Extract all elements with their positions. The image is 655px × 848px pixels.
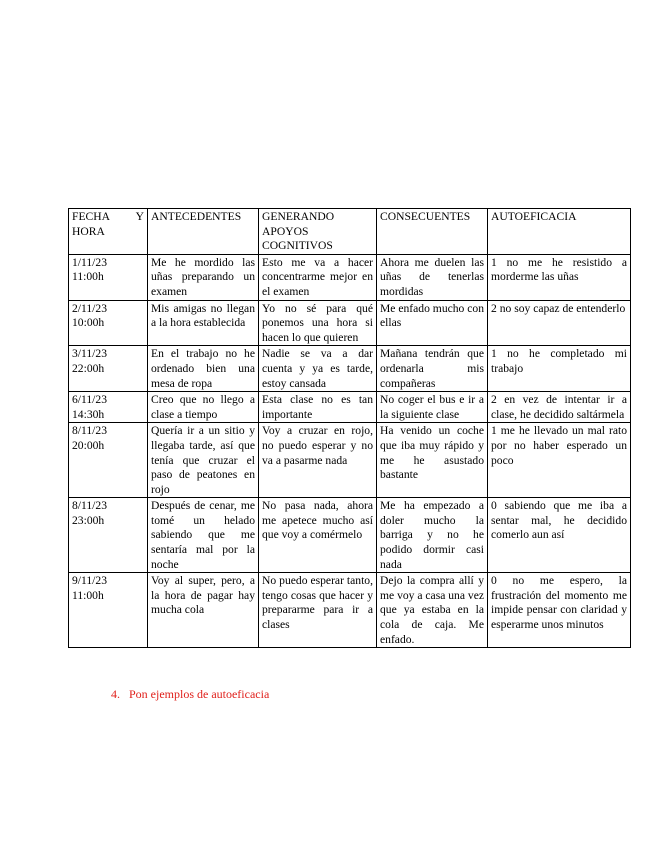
- table-row: [69, 498, 631, 573]
- cell-autoeficacia: 2 no soy capaz de entenderlo: [488, 300, 631, 346]
- cell-consecuentes: Ha venido un coche que iba muy rápido y me he asustado bastante: [377, 423, 488, 498]
- cell-fecha: 8/11/23: [72, 424, 107, 438]
- cell-consecuentes: No coger el bus e ir a la siguiente clase: [377, 392, 488, 423]
- cell-hora: 10:00h: [72, 316, 105, 330]
- cell-apoyos-cognitivos: Voy a cruzar en rojo, no puedo esperar y no va a pasarme nada: [259, 423, 377, 498]
- cell-autoeficacia: 1 no me he resistido a morderme las uñas: [488, 254, 631, 300]
- cell-consecuentes: Mañana tendrán que ordenarla mis compañeras: [377, 346, 488, 392]
- cell-fecha-hora: [69, 573, 148, 648]
- cell-hora: 22:00h: [72, 361, 105, 375]
- cell-consecuentes: Ahora me duelen las uñas de tenerlas mordidas: [377, 254, 488, 300]
- header-consecuentes: CONSECUENTES: [377, 209, 488, 255]
- self-efficacy-table: [68, 208, 631, 648]
- table-row: [69, 346, 631, 392]
- cell-antecedentes: En el trabajo no he ordenado bien una mesa de ropa: [148, 346, 259, 392]
- table-row: [69, 573, 631, 648]
- cell-consecuentes: Dejo la compra allí y me voy a casa una vez que ya estaba en la cola de caja. Me enfado.: [377, 573, 488, 648]
- cell-antecedentes: Después de cenar, me tomé un helado sabiendo que me sentaría mal por la noche: [148, 498, 259, 573]
- cell-fecha-hora: [69, 392, 148, 423]
- cell-fecha: 2/11/23: [72, 301, 107, 315]
- prompt-number: 4.: [111, 687, 120, 701]
- cell-fecha-hora: [69, 423, 148, 498]
- cell-antecedentes: Me he mordido las uñas preparando un examen: [148, 254, 259, 300]
- cell-apoyos-cognitivos: Nadie se va a dar cuenta y ya es tarde, estoy cansada: [259, 346, 377, 392]
- cell-fecha: 1/11/23: [72, 255, 107, 269]
- cell-fecha: 8/11/23: [72, 499, 107, 513]
- prompt-text: Pon ejemplos de autoeficacia: [129, 687, 270, 701]
- cell-fecha: 9/11/23: [72, 574, 107, 588]
- cell-antecedentes: Creo que no llego a clase a tiempo: [148, 392, 259, 423]
- cell-hora: 23:00h: [72, 513, 105, 527]
- cell-fecha-hora: [69, 498, 148, 573]
- cell-apoyos-cognitivos: No pasa nada, ahora me apetece mucho así que voy a comérmelo: [259, 498, 377, 573]
- cell-autoeficacia: 1 me he llevado un mal rato por no haber esperado un poco: [488, 423, 631, 498]
- table-row: [69, 300, 631, 346]
- header-fecha-hora: FECHA Y HORA: [69, 209, 148, 255]
- cell-consecuentes: Me enfado mucho con ellas: [377, 300, 488, 346]
- cell-autoeficacia: 0 sabiendo que me iba a sentar mal, he decidido comerlo aun así: [488, 498, 631, 573]
- cell-fecha-hora: [69, 300, 148, 346]
- cell-autoeficacia: 0 no me espero, la frustración del momento me impide pensar con claridad y esperarme unos minutos: [488, 573, 631, 648]
- table-row: [69, 423, 631, 498]
- cell-autoeficacia: 2 en vez de intentar ir a clase, he decidido saltármela: [488, 392, 631, 423]
- cell-antecedentes: Voy al super, pero, a la hora de pagar hay mucha cola: [148, 573, 259, 648]
- cell-hora: 20:00h: [72, 438, 105, 452]
- cell-antecedentes: Quería ir a un sitio y llegaba tarde, así que tenía que cruzar el paso de peatones en rojo: [148, 423, 259, 498]
- header-apoyos-cognitivos: GENERANDO APOYOS COGNITIVOS: [259, 209, 377, 255]
- cell-hora: 14:30h: [72, 407, 105, 421]
- numbered-prompt: [111, 687, 269, 702]
- cell-hora: 11:00h: [72, 588, 104, 602]
- cell-fecha-hora: [69, 346, 148, 392]
- cell-apoyos-cognitivos: Esto me va a hacer concentrarme mejor en el examen: [259, 254, 377, 300]
- cell-fecha: 3/11/23: [72, 347, 107, 361]
- table-row: [69, 254, 631, 300]
- cell-apoyos-cognitivos: No puedo esperar tanto, tengo cosas que hacer y prepararme para ir a clases: [259, 573, 377, 648]
- cell-hora: 11:00h: [72, 270, 104, 284]
- header-antecedentes: ANTECEDENTES: [148, 209, 259, 255]
- cell-apoyos-cognitivos: Esta clase no es tan importante: [259, 392, 377, 423]
- table-row: [69, 392, 631, 423]
- cell-fecha-hora: [69, 254, 148, 300]
- table-header-row: [69, 209, 631, 255]
- cell-fecha: 6/11/23: [72, 393, 107, 407]
- cell-apoyos-cognitivos: Yo no sé para qué ponemos una hora si hacen lo que quieren: [259, 300, 377, 346]
- cell-antecedentes: Mis amigas no llegan a la hora establecida: [148, 300, 259, 346]
- header-autoeficacia: AUTOEFICACIA: [488, 209, 631, 255]
- cell-consecuentes: Me ha empezado a doler mucho la barriga y no he podido dormir casi nada: [377, 498, 488, 573]
- cell-autoeficacia: 1 no he completado mi trabajo: [488, 346, 631, 392]
